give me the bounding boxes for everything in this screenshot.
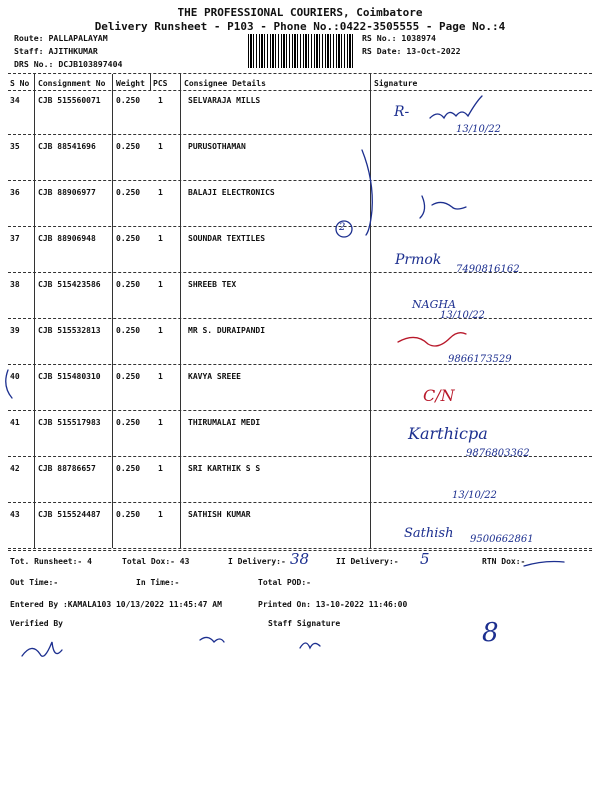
hand-40: C/N <box>423 386 455 405</box>
big-digit: 8 <box>482 618 499 648</box>
row-consignment: CJB 88541696 <box>38 142 96 151</box>
staff-signature-label: Staff Signature <box>268 619 341 628</box>
row-pcs: 1 <box>158 234 163 243</box>
signature-scribble <box>420 196 466 218</box>
row-weight: 0.250 <box>116 418 141 427</box>
ii-delivery: II Delivery:- <box>336 557 399 566</box>
row-consignee: SATHISH KUMAR <box>188 510 251 519</box>
in-time: In Time:- <box>136 578 180 587</box>
row-consignee: SHREEB TEX <box>188 280 237 289</box>
circle-mark <box>6 370 12 398</box>
printed-on: Printed On: 13-10-2022 11:46:00 <box>258 600 408 609</box>
row-weight: 0.250 <box>116 510 141 519</box>
verified-by: Verified By <box>10 619 63 628</box>
row-pcs: 1 <box>158 142 163 151</box>
row-consignee: THIRUMALAI MEDI <box>188 418 261 427</box>
col-consignment: Consignment No <box>38 79 106 88</box>
row-pcs: 1 <box>158 418 163 427</box>
row-consignee: KAVYA SREEE <box>188 372 241 381</box>
row-weight: 0.250 <box>116 96 141 105</box>
rtn-dox: RTN Dox:- <box>482 557 526 566</box>
hand-34a: R- <box>394 104 410 120</box>
row-consignment: CJB 88906948 <box>38 234 96 243</box>
company-title: THE PROFESSIONAL COURIERS, Coimbatore <box>177 6 423 19</box>
rtn-dash <box>524 562 564 567</box>
row-consignee: SRI KARTHIK S S <box>188 464 261 473</box>
signature-scribble <box>200 637 224 642</box>
row-consignee: MR S. DURAIPANDI <box>188 326 266 335</box>
hand-34b: 13/10/22 <box>456 124 501 135</box>
drs-number: DRS No.: DCJB103897404 <box>14 59 123 69</box>
col-pcs: PCS <box>153 79 168 88</box>
row-pcs: 1 <box>158 372 163 381</box>
row-weight: 0.250 <box>116 464 141 473</box>
tot-runsheet: Tot. Runsheet:- 4 <box>10 557 92 566</box>
row-consignment: CJB 515524487 <box>38 510 101 519</box>
row-sno: 36 <box>10 188 20 197</box>
row-sno: 41 <box>10 418 20 427</box>
ii-delivery-hand: 5 <box>420 550 430 568</box>
row-weight: 0.250 <box>116 142 141 151</box>
verified-signature <box>22 642 62 656</box>
row-consignment: CJB 515480310 <box>38 372 101 381</box>
runsheet-subtitle: Delivery Runsheet - P103 - Phone No.:0422-3505555 - Page No.:4 <box>94 20 506 33</box>
row-weight: 0.250 <box>116 280 141 289</box>
row-consignment: CJB 515517983 <box>38 418 101 427</box>
row-sno: 42 <box>10 464 20 473</box>
row-sno: 34 <box>10 96 20 105</box>
route: Route: PALLAPALAYAM <box>14 33 108 43</box>
total-dox: Total Dox:- 43 <box>122 557 190 566</box>
hand-42b: 13/10/22 <box>452 490 497 501</box>
staff-signature-scribble <box>300 643 320 648</box>
row-consignee: PURUSOTHAMAN <box>188 142 246 151</box>
col-weight: Weight <box>116 79 145 88</box>
row-consignment: CJB 88906977 <box>38 188 96 197</box>
hand-38a: NAGHA <box>412 298 456 311</box>
rs-number: RS No.: 1038974 <box>362 33 436 43</box>
row-pcs: 1 <box>158 326 163 335</box>
hand-41a: Karthicpa <box>408 424 488 443</box>
row-weight: 0.250 <box>116 188 141 197</box>
col-sno: S No <box>10 79 30 88</box>
out-time: Out Time:- <box>10 578 59 587</box>
staff: Staff: AJITHKUMAR <box>14 46 98 56</box>
row-pcs: 1 <box>158 188 163 197</box>
signature-scribble <box>430 96 482 118</box>
hand-41b: 9876803362 <box>466 448 530 459</box>
row-consignment: CJB 515560071 <box>38 96 101 105</box>
row-sno: 40 <box>10 372 20 381</box>
row-consignment: CJB 515423586 <box>38 280 101 289</box>
hand-38b: 13/10/22 <box>440 310 485 321</box>
row-sno: 35 <box>10 142 20 151</box>
row-pcs: 1 <box>158 96 163 105</box>
pen-stroke <box>362 150 372 235</box>
row-weight: 0.250 <box>116 326 141 335</box>
row-consignee: SELVARAJA MILLS <box>188 96 261 105</box>
hand-37b: 7490816162 <box>456 264 520 275</box>
row-pcs: 1 <box>158 464 163 473</box>
signature-red <box>398 333 466 346</box>
row-pcs: 1 <box>158 280 163 289</box>
col-consignee: Consignee Details <box>184 79 266 88</box>
row-consignment: CJB 88786657 <box>38 464 96 473</box>
row-sno: 38 <box>10 280 20 289</box>
rs-date: RS Date: 13-Oct-2022 <box>362 46 461 56</box>
row-consignment: CJB 515532813 <box>38 326 101 335</box>
col-signature: Signature <box>374 79 418 88</box>
hand-circle2: 2 <box>339 222 346 233</box>
row-weight: 0.250 <box>116 234 141 243</box>
total-pod: Total POD:- <box>258 578 311 587</box>
hand-43a: Sathish <box>404 526 454 541</box>
i-delivery-hand: 38 <box>290 550 310 568</box>
row-sno: 39 <box>10 326 20 335</box>
hand-43b: 9500662861 <box>470 534 534 545</box>
entered-by: Entered By :KAMALA103 10/13/2022 11:45:47 AM <box>10 600 222 609</box>
row-consignee: SOUNDAR TEXTILES <box>188 234 266 243</box>
hand-39b: 9866173529 <box>448 354 512 365</box>
i-delivery: I Delivery:- <box>228 557 286 566</box>
row-sno: 43 <box>10 510 20 519</box>
row-pcs: 1 <box>158 510 163 519</box>
hand-37a: Prmok <box>395 252 442 268</box>
row-consignee: BALAJI ELECTRONICS <box>188 188 275 197</box>
row-sno: 37 <box>10 234 20 243</box>
row-weight: 0.250 <box>116 372 141 381</box>
